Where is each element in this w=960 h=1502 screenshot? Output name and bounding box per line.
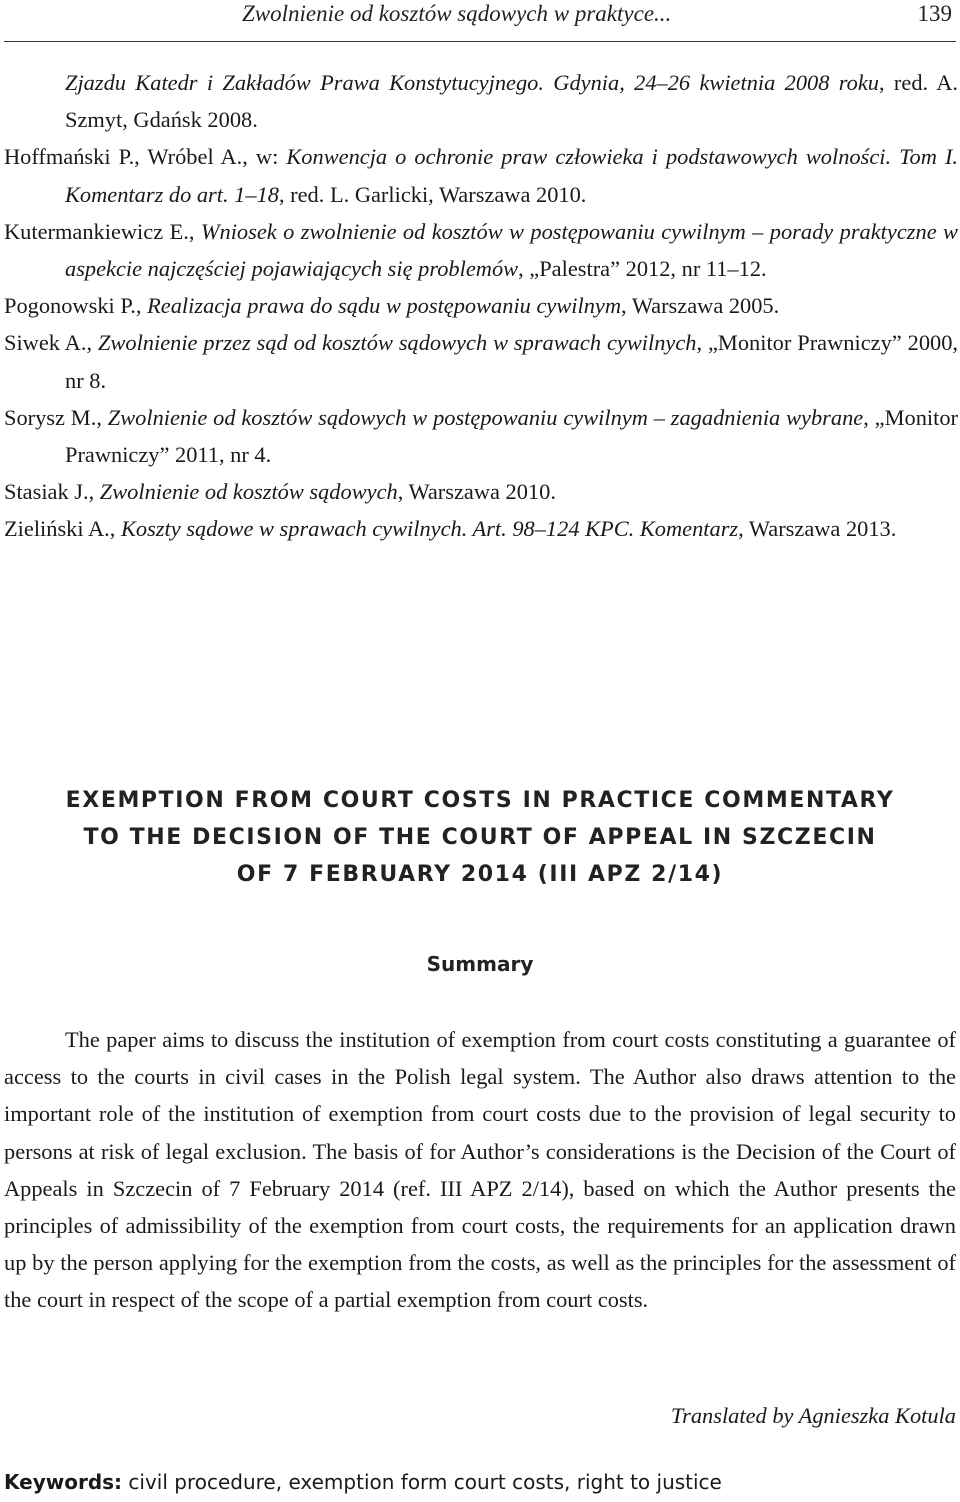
reference-work-title: Zjazdu Katedr i Zakładów Prawa Konstytucyjnego. Gdynia, 24–26 kwietnia 2008 roku [65, 70, 879, 95]
reference-text: , Warszawa 2013. [738, 516, 897, 542]
reference-work-title: Zwolnienie od kosztów sądowych [99, 479, 398, 505]
reference-text: , [96, 404, 108, 430]
article-title [0, 782, 960, 893]
running-header [0, 0, 960, 40]
running-title: Zwolnienie od kosztów sądowych w praktyce... [242, 1, 672, 26]
reference-work-title: Konwencja o ochronie praw człowieka i podstawowych wolności. Tom I. Komentarz do art. 1–18 [65, 144, 959, 207]
summary-heading: Summary [426, 952, 534, 976]
reference-text: , „Monitor Prawniczy” 2000, nr 8. [65, 330, 959, 393]
title-line-1: EXEMPTION FROM COURT COSTS IN PRACTICE COMMENTARY [65, 788, 895, 813]
title-line-3: OF 7 FEBRUARY 2014 (III APZ 2/14) [236, 862, 724, 887]
reference-text: , [135, 293, 148, 319]
summary-paragraph: The paper aims to discuss the institution of exemption from court costs constituting a guarantee of access to the courts in civil cases in the Polish legal system. The Author also draws attention to the important role of the institution of exemption from court costs due to the provision of legal security to persons at risk of legal exclusion. The basis of for Author’s considerations is the Decision of the Court of Appeals in Szczecin of 7 February 2014 (ref. III APZ 2/14), based on which the Author presents the principles of admissibility of the exemption from court costs, the requirements for an application drawn up by the person applying for the exemption from the costs, as well as the principles for the assessment of the court in respect of the scope of a partial exemption from court costs. [4, 1027, 956, 1313]
reference-item [4, 213, 958, 287]
reference-text: , „Monitor Prawniczy” 2011, nr 4. [65, 404, 958, 468]
reference-text: , [86, 330, 98, 356]
page-number: 139 [917, 1, 952, 26]
reference-text: Zieliński A. [4, 516, 110, 542]
bibliography-list [4, 64, 958, 548]
reference-text: Sorysz M. [4, 404, 97, 430]
translator-credit: Translated by Agnieszka Kotula [670, 1403, 956, 1428]
reference-text: , Warszawa 2010. [397, 479, 556, 505]
reference-work-title: Zwolnienie przez sąd od kosztów sądowych w sprawach cywilnych [97, 330, 697, 356]
reference-text: , w: [242, 144, 287, 170]
reference-work-title: Koszty sądowe w sprawach cywilnych. Art. 98–124 KPC. Komentarz [120, 516, 739, 542]
reference-text: , „Palestra” 2012, nr 11–12. [518, 256, 767, 282]
reference-item [4, 64, 958, 138]
reference-item [4, 399, 958, 473]
reference-item [4, 473, 958, 510]
reference-work-title: Zwolnienie od kosztów sądowych w postępowaniu cywilnym – zagadnienia wybrane [107, 404, 864, 430]
reference-item [4, 324, 958, 398]
keywords-label: Keywords: [4, 1470, 123, 1494]
reference-text: Hoffmański P., Wróbel A. [4, 144, 243, 170]
reference-text: , Warszawa 2005. [621, 293, 780, 319]
reference-text: , [188, 218, 201, 244]
reference-text: , [88, 479, 100, 505]
reference-item [4, 287, 958, 324]
reference-text: Kutermankiewicz E. [4, 218, 189, 244]
reference-work-title: Realizacja prawa do sądu w postępowaniu cywilnym [147, 293, 622, 319]
reference-text: Siwek A. [4, 330, 87, 356]
reference-text: Pogonowski P. [4, 293, 136, 319]
header-rule [4, 41, 956, 42]
title-line-2: TO THE DECISION OF THE COURT OF APPEAL IN SZCZECIN [83, 825, 877, 850]
reference-text: , red. A. Szmyt, Gdańsk 2008. [65, 70, 958, 133]
reference-text: , [109, 516, 121, 542]
keywords-value: civil procedure, exemption form court costs, right to justice [122, 1470, 722, 1494]
reference-text: , red. L. Garlicki, Warszawa 2010. [278, 181, 587, 207]
reference-text: Stasiak J. [4, 479, 89, 505]
reference-item [4, 510, 958, 547]
reference-work-title: Wniosek o zwolnienie od kosztów w postępowaniu cywilnym – porady praktyczne w aspekcie najczęściej pojawiających się problemów [65, 218, 958, 282]
reference-item [4, 138, 958, 212]
keywords-line [4, 1465, 956, 1499]
